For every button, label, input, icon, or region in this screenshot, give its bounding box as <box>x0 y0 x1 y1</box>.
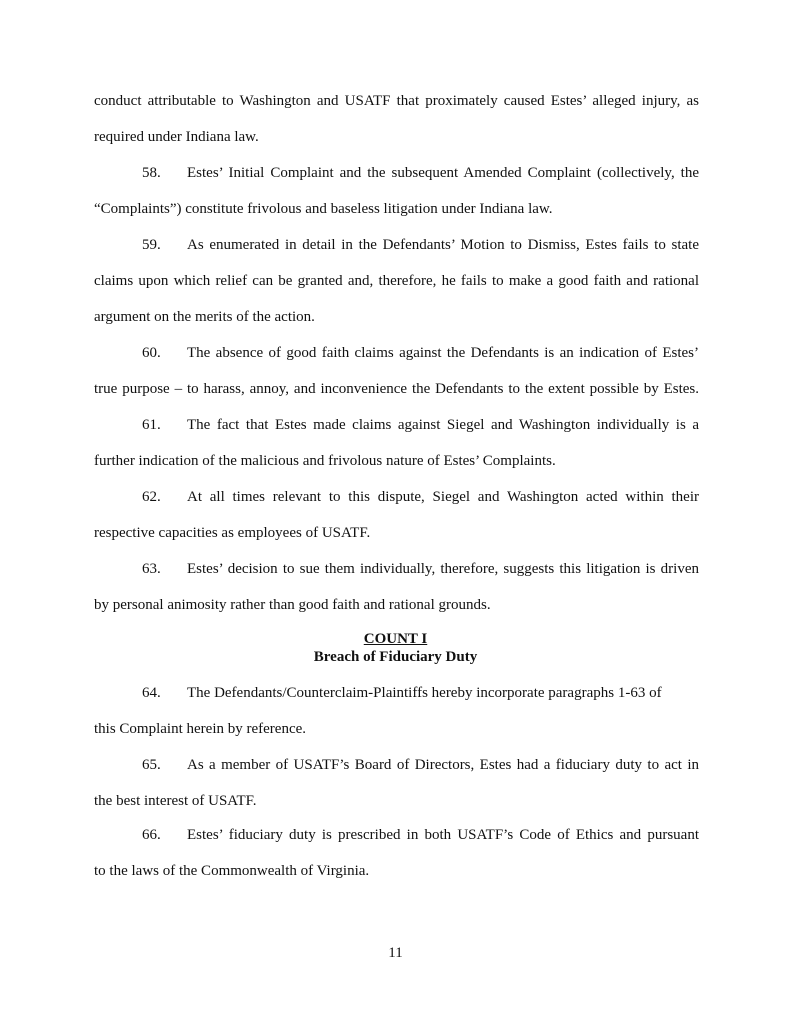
paragraph-line: The Defendants/Counterclaim-Plaintiffs hereby incorporate paragraphs 1-63 of <box>187 685 662 701</box>
paragraph-line: “Complaints”) constitute frivolous and baseless litigation under Indiana law. <box>94 201 553 217</box>
paragraph-line: by personal animosity rather than good faith and rational grounds. <box>94 597 491 613</box>
paragraph-line: conduct attributable to Washington and USATF that proximately caused Estes’ alleged injury, as <box>94 93 699 109</box>
paragraph-number: 63. <box>142 561 161 577</box>
paragraph-line: to the laws of the Commonwealth of Virginia. <box>94 863 370 879</box>
paragraph-number: 62. <box>142 489 161 505</box>
paragraph-number: 58. <box>142 165 161 181</box>
paragraph-line: At all times relevant to this dispute, Siegel and Washington acted within their <box>187 489 699 505</box>
paragraph-line: required under Indiana law. <box>94 129 259 145</box>
paragraph-line: respective capacities as employees of USATF. <box>94 525 371 541</box>
paragraph-line: As a member of USATF’s Board of Directors, Estes had a fiduciary duty to act in <box>187 757 699 773</box>
paragraph-line: Estes’ decision to sue them individually, therefore, suggests this litigation is driven <box>187 561 699 577</box>
paragraph-line: The fact that Estes made claims against Siegel and Washington individually is a <box>187 417 699 433</box>
count-subtitle: Breach of Fiduciary Duty <box>313 649 478 665</box>
paragraph-number: 59. <box>142 237 161 253</box>
paragraph-line: this Complaint herein by reference. <box>94 721 307 737</box>
paragraph-number: 60. <box>142 345 161 361</box>
paragraph-line: As enumerated in detail in the Defendants’ Motion to Dismiss, Estes fails to state <box>187 237 699 253</box>
paragraph-number: 61. <box>142 417 161 433</box>
paragraph-line: Estes’ fiduciary duty is prescribed in both USATF’s Code of Ethics and pursuant <box>187 827 699 843</box>
count-title: COUNT I <box>363 631 428 647</box>
paragraph-line: Estes’ Initial Complaint and the subsequent Amended Complaint (collectively, the <box>187 165 699 181</box>
paragraph-line: argument on the merits of the action. <box>94 309 315 325</box>
paragraph-line: further indication of the malicious and frivolous nature of Estes’ Complaints. <box>94 453 556 469</box>
paragraph-line: the best interest of USATF. <box>94 793 257 809</box>
paragraph-number: 66. <box>142 827 161 843</box>
paragraph-line: true purpose – to harass, annoy, and inconvenience the Defendants to the extent possible by Estes. <box>94 381 699 397</box>
page-number: 11 <box>388 945 403 961</box>
paragraph-number: 64. <box>142 685 161 701</box>
paragraph-number: 65. <box>142 757 161 773</box>
paragraph-line: claims upon which relief can be granted and, therefore, he fails to make a good faith and rational <box>94 273 699 289</box>
paragraph-line: The absence of good faith claims against the Defendants is an indication of Estes’ <box>187 345 699 361</box>
